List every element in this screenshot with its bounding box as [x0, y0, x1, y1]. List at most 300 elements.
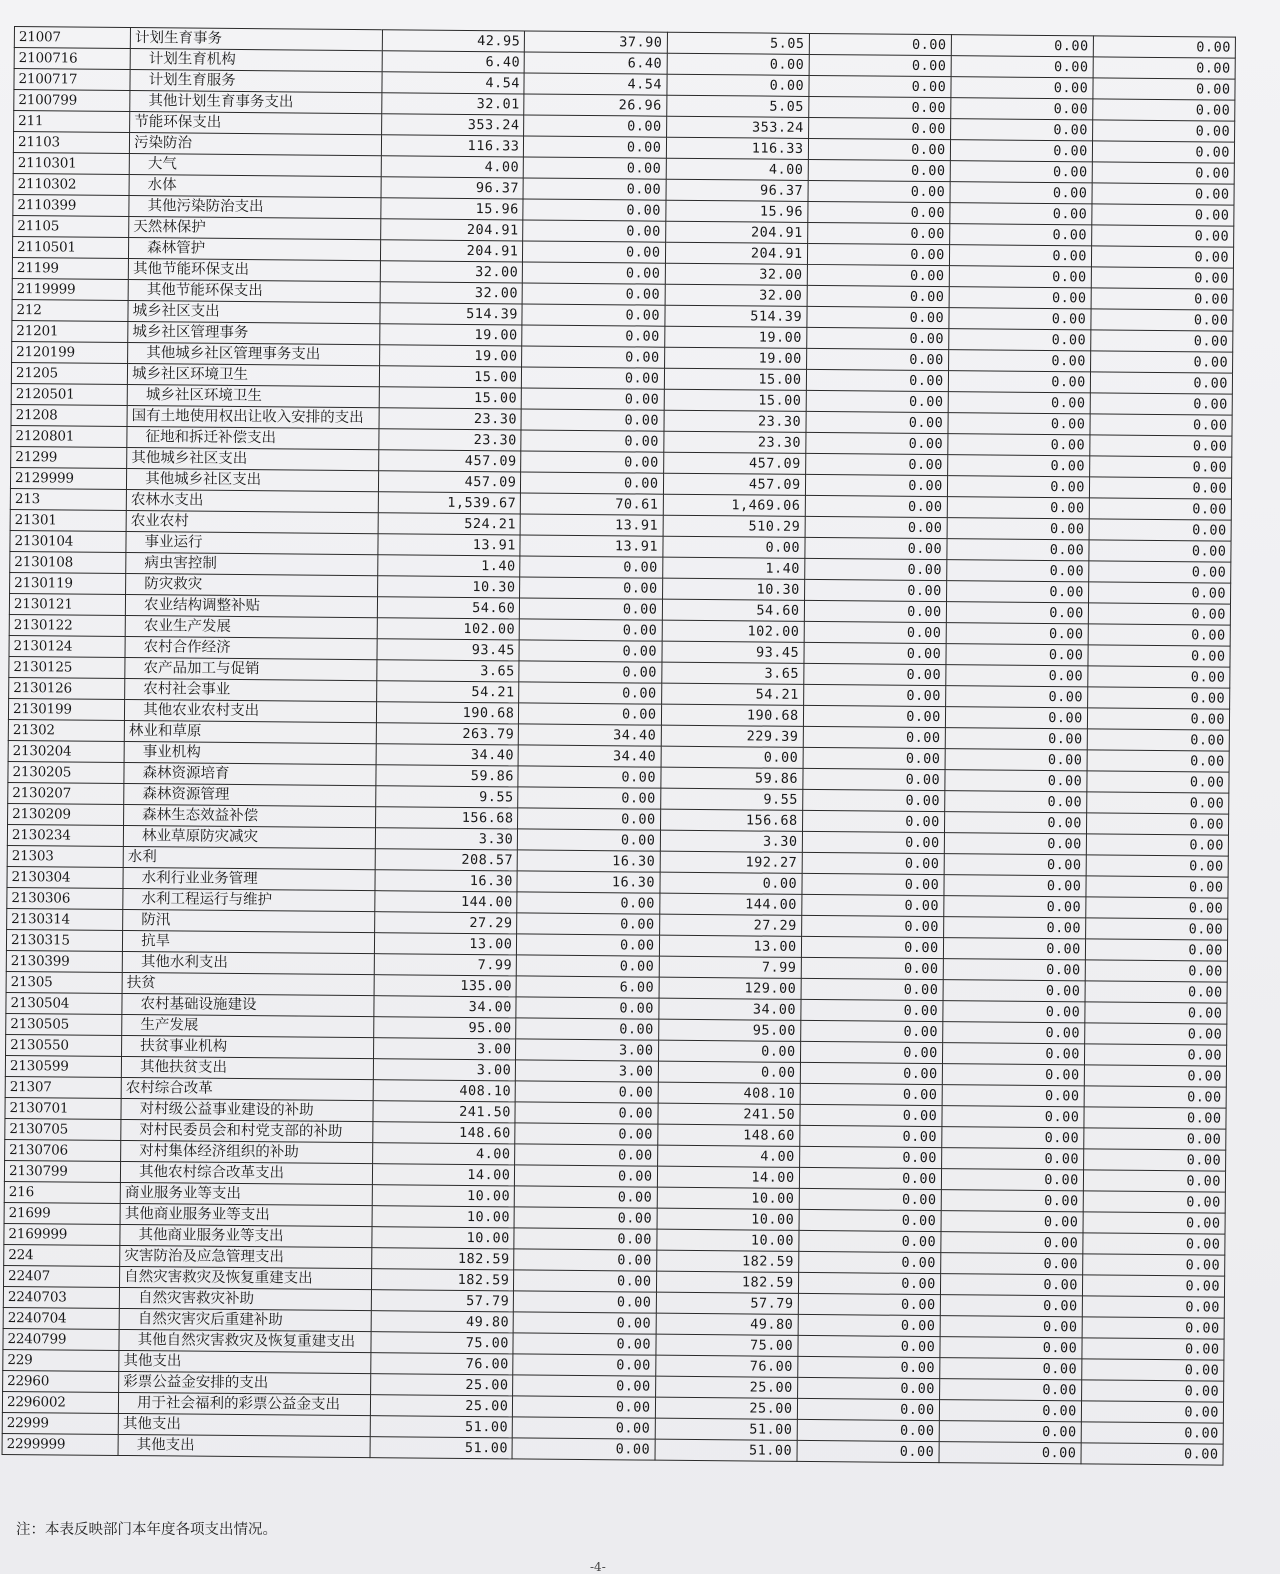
amount-cell: 19.00: [380, 345, 522, 367]
amount-cell: 0.00: [515, 1123, 657, 1145]
amount-cell: 1,469.06: [663, 494, 805, 516]
amount-cell: 0.00: [667, 53, 809, 75]
amount-cell: 0.00: [940, 1253, 1082, 1275]
amount-cell: 15.96: [665, 200, 807, 222]
amount-cell: 0.00: [806, 369, 948, 391]
amount-cell: 0.00: [941, 1211, 1083, 1233]
amount-cell: 0.00: [520, 556, 662, 578]
amount-cell: 0.00: [802, 768, 944, 790]
amount-cell: 4.00: [381, 156, 523, 178]
amount-cell: 0.00: [800, 1104, 942, 1126]
subject-code: 2130199: [8, 698, 124, 720]
amount-cell: 51.00: [655, 1439, 797, 1461]
amount-cell: 0.00: [519, 661, 661, 683]
subject-name: 其他节能环保支出: [128, 280, 380, 303]
amount-cell: 0.00: [948, 350, 1090, 372]
amount-cell: 0.00: [949, 308, 1091, 330]
subject-name: 其他污染防治支出: [129, 196, 381, 219]
subject-name: 其他城乡社区支出: [127, 448, 379, 471]
amount-cell: 0.00: [1093, 57, 1235, 79]
amount-cell: 408.10: [658, 1082, 800, 1104]
subject-name: 扶贫事业机构: [122, 1035, 374, 1058]
amount-cell: 23.30: [379, 408, 521, 430]
amount-cell: 0.00: [950, 98, 1092, 120]
subject-name: 城乡社区环境卫生: [127, 364, 379, 387]
subject-name: 城乡社区管理事务: [128, 322, 380, 345]
subject-code: 2240704: [3, 1307, 119, 1329]
amount-cell: 15.00: [664, 368, 806, 390]
subject-name: 农村合作经济: [125, 636, 377, 659]
amount-cell: 10.00: [372, 1206, 514, 1228]
subject-name: 用于社会福利的彩票公益金支出: [118, 1392, 370, 1415]
amount-cell: 32.00: [665, 263, 807, 285]
amount-cell: 0.00: [1090, 372, 1232, 394]
subject-name: 自然灾害灾后重建补助: [119, 1308, 371, 1331]
amount-cell: 0.00: [944, 812, 1086, 834]
subject-code: 21105: [13, 215, 129, 237]
amount-cell: 3.65: [661, 662, 803, 684]
subject-name: 农业结构调整补贴: [125, 594, 377, 617]
amount-cell: 0.00: [950, 140, 1092, 162]
subject-name: 森林生态效益补偿: [124, 804, 376, 827]
subject-code: 229: [3, 1349, 119, 1371]
amount-cell: 0.00: [948, 392, 1090, 414]
amount-cell: 0.00: [1088, 582, 1230, 604]
amount-cell: 0.00: [1082, 1338, 1224, 1360]
amount-cell: 241.50: [373, 1101, 515, 1123]
subject-code: 2296002: [2, 1391, 118, 1413]
amount-cell: 6.40: [525, 52, 667, 74]
amount-cell: 0.00: [804, 558, 946, 580]
amount-cell: 0.00: [519, 640, 661, 662]
amount-cell: 0.00: [1092, 162, 1234, 184]
amount-cell: 23.30: [379, 429, 521, 451]
amount-cell: 0.00: [948, 329, 1090, 351]
subject-name: 水利行业业务管理: [123, 867, 375, 890]
amount-cell: 0.00: [1085, 960, 1227, 982]
subject-code: 22960: [3, 1370, 119, 1392]
amount-cell: 0.00: [512, 1438, 654, 1460]
amount-cell: 0.00: [1084, 1065, 1226, 1087]
amount-cell: 0.00: [949, 266, 1091, 288]
subject-name: 灾害防治及应急管理支出: [120, 1245, 372, 1268]
amount-cell: 0.00: [1091, 330, 1233, 352]
subject-name: 其他城乡社区支出: [127, 469, 379, 492]
amount-cell: 182.59: [656, 1271, 798, 1293]
amount-cell: 0.00: [804, 600, 946, 622]
subject-name: 其他扶贫支出: [121, 1056, 373, 1079]
amount-cell: 148.60: [373, 1122, 515, 1144]
amount-cell: 95.00: [374, 1017, 516, 1039]
amount-cell: 0.00: [802, 852, 944, 874]
amount-cell: 204.91: [381, 240, 523, 262]
subject-code: 21699: [4, 1202, 120, 1224]
amount-cell: 0.00: [809, 54, 951, 76]
amount-cell: 148.60: [657, 1124, 799, 1146]
subject-code: 2130122: [9, 614, 125, 636]
amount-cell: 0.00: [943, 959, 1085, 981]
amount-cell: 0.00: [940, 1295, 1082, 1317]
amount-cell: 10.00: [372, 1227, 514, 1249]
amount-cell: 0.00: [1085, 939, 1227, 961]
amount-cell: 93.45: [661, 641, 803, 663]
amount-cell: 3.00: [374, 1059, 516, 1081]
amount-cell: 0.00: [521, 430, 663, 452]
amount-cell: 0.00: [1086, 876, 1228, 898]
amount-cell: 0.00: [1085, 981, 1227, 1003]
amount-cell: 0.00: [1087, 750, 1229, 772]
subject-code: 2130315: [6, 929, 122, 951]
amount-cell: 0.00: [798, 1272, 940, 1294]
subject-name: 其他农村综合改革支出: [121, 1161, 373, 1184]
amount-cell: 0.00: [1082, 1317, 1224, 1339]
amount-cell: 0.00: [1081, 1443, 1223, 1465]
amount-cell: 0.00: [799, 1167, 941, 1189]
amount-cell: 23.30: [664, 410, 806, 432]
amount-cell: 0.00: [523, 220, 665, 242]
amount-cell: 0.00: [947, 476, 1089, 498]
subject-name: 农林水支出: [126, 489, 378, 512]
amount-cell: 0.00: [941, 1190, 1083, 1212]
amount-cell: 0.00: [940, 1337, 1082, 1359]
amount-cell: 0.00: [946, 623, 1088, 645]
amount-cell: 0.00: [658, 1040, 800, 1062]
subject-name: 商业服务业等支出: [120, 1182, 372, 1205]
amount-cell: 32.00: [381, 261, 523, 283]
subject-code: 2110302: [13, 173, 129, 195]
amount-cell: 0.00: [521, 472, 663, 494]
amount-cell: 0.00: [941, 1169, 1083, 1191]
amount-cell: 0.00: [950, 161, 1092, 183]
amount-cell: 1.40: [378, 555, 520, 577]
amount-cell: 3.00: [516, 1039, 658, 1061]
subject-name: 农村综合改革: [121, 1077, 373, 1100]
subject-name: 事业运行: [126, 531, 378, 554]
amount-cell: 0.00: [801, 894, 943, 916]
subject-name: 其他节能环保支出: [128, 259, 380, 282]
amount-cell: 0.00: [1089, 498, 1231, 520]
subject-name: 计划生育事务: [130, 28, 382, 51]
subject-code: 2120501: [11, 383, 127, 405]
amount-cell: 0.00: [1084, 1128, 1226, 1150]
subject-name: 水利: [123, 846, 375, 869]
amount-cell: 0.00: [939, 1442, 1081, 1464]
amount-cell: 0.00: [1092, 141, 1234, 163]
amount-cell: 0.00: [946, 665, 1088, 687]
amount-cell: 0.00: [807, 243, 949, 265]
amount-cell: 0.00: [943, 980, 1085, 1002]
amount-cell: 0.00: [939, 1358, 1081, 1380]
amount-cell: 6.40: [382, 51, 524, 73]
subject-code: 2130399: [6, 950, 122, 972]
amount-cell: 0.00: [517, 892, 659, 914]
amount-cell: 135.00: [374, 975, 516, 997]
amount-cell: 0.00: [514, 1228, 656, 1250]
subject-name: 自然灾害救灾及恢复重建支出: [120, 1266, 372, 1289]
subject-code: 2100716: [14, 48, 130, 70]
amount-cell: 49.80: [371, 1311, 513, 1333]
amount-cell: 0.00: [658, 1061, 800, 1083]
amount-cell: 54.21: [661, 683, 803, 705]
amount-cell: 0.00: [950, 203, 1092, 225]
amount-cell: 0.00: [948, 434, 1090, 456]
amount-cell: 10.30: [662, 578, 804, 600]
amount-cell: 13.91: [520, 535, 662, 557]
amount-cell: 0.00: [800, 1083, 942, 1105]
amount-cell: 75.00: [655, 1334, 797, 1356]
subject-code: 211: [14, 111, 130, 133]
amount-cell: 0.00: [798, 1335, 940, 1357]
amount-cell: 16.30: [517, 871, 659, 893]
amount-cell: 0.00: [799, 1146, 941, 1168]
amount-cell: 0.00: [514, 1312, 656, 1334]
subject-name: 防灾救灾: [126, 573, 378, 596]
amount-cell: 510.29: [663, 515, 805, 537]
subject-code: 2130121: [9, 593, 125, 615]
amount-cell: 14.00: [373, 1164, 515, 1186]
amount-cell: 19.00: [664, 326, 806, 348]
amount-cell: 0.00: [949, 224, 1091, 246]
amount-cell: 457.09: [663, 473, 805, 495]
amount-cell: 0.00: [950, 182, 1092, 204]
amount-cell: 25.00: [371, 1374, 513, 1396]
amount-cell: 144.00: [659, 893, 801, 915]
amount-cell: 182.59: [372, 1248, 514, 1270]
table-footnote: 注：本表反映部门本年度各项支出情况。: [16, 1522, 277, 1538]
subject-code: 2110301: [13, 152, 129, 174]
subject-code: 2130205: [8, 761, 124, 783]
amount-cell: 263.79: [377, 723, 519, 745]
amount-cell: 0.00: [805, 495, 947, 517]
amount-cell: 0.00: [809, 33, 951, 55]
amount-cell: 0.00: [1093, 99, 1235, 121]
amount-cell: 0.00: [945, 770, 1087, 792]
amount-cell: 0.00: [513, 1417, 655, 1439]
amount-cell: 0.00: [807, 264, 949, 286]
amount-cell: 0.00: [805, 537, 947, 559]
amount-cell: 0.00: [1090, 435, 1232, 457]
amount-cell: 0.00: [1085, 918, 1227, 940]
amount-cell: 0.00: [1091, 288, 1233, 310]
amount-cell: 156.68: [660, 809, 802, 831]
amount-cell: 241.50: [657, 1103, 799, 1125]
amount-cell: 0.00: [808, 159, 950, 181]
amount-cell: 0.00: [513, 1354, 655, 1376]
amount-cell: 34.40: [518, 745, 660, 767]
amount-cell: 0.00: [797, 1377, 939, 1399]
subject-code: 2129999: [10, 467, 126, 489]
amount-cell: 0.00: [942, 1043, 1084, 1065]
amount-cell: 51.00: [371, 1416, 513, 1438]
subject-code: 2130234: [7, 824, 123, 846]
amount-cell: 0.00: [949, 287, 1091, 309]
amount-cell: 0.00: [803, 747, 945, 769]
amount-cell: 1.40: [662, 557, 804, 579]
subject-name: 抗旱: [123, 930, 375, 953]
subject-name: 对村民委员会和村党支部的补助: [121, 1119, 373, 1142]
amount-cell: 0.00: [1087, 792, 1229, 814]
subject-code: 2130599: [5, 1055, 121, 1077]
amount-cell: 0.00: [1090, 414, 1232, 436]
subject-name: 节能环保支出: [130, 112, 382, 135]
subject-code: 21303: [7, 845, 123, 867]
amount-cell: 0.00: [947, 455, 1089, 477]
subject-code: 21302: [8, 719, 124, 741]
amount-cell: 4.00: [666, 158, 808, 180]
subject-code: 2130125: [9, 656, 125, 678]
subject-code: 2130504: [6, 992, 122, 1014]
amount-cell: 10.30: [378, 576, 520, 598]
amount-cell: 3.65: [377, 660, 519, 682]
amount-cell: 32.00: [665, 284, 807, 306]
amount-cell: 0.00: [944, 854, 1086, 876]
amount-cell: 0.00: [945, 749, 1087, 771]
amount-cell: 34.40: [376, 744, 518, 766]
subject-name: 其他水利支出: [122, 951, 374, 974]
subject-name: 对村集体经济组织的补助: [121, 1140, 373, 1163]
amount-cell: 229.39: [661, 725, 803, 747]
amount-cell: 0.00: [1087, 771, 1229, 793]
amount-cell: 0.00: [659, 872, 801, 894]
amount-cell: 34.00: [658, 998, 800, 1020]
subject-name: 对村级公益事业建设的补助: [121, 1098, 373, 1121]
subject-code: 216: [4, 1181, 120, 1203]
subject-code: 2130799: [4, 1160, 120, 1182]
amount-cell: 0.00: [805, 474, 947, 496]
amount-cell: 0.00: [799, 1125, 941, 1147]
amount-cell: 0.00: [803, 663, 945, 685]
amount-cell: 0.00: [807, 285, 949, 307]
amount-cell: 0.00: [949, 245, 1091, 267]
amount-cell: 0.00: [1091, 246, 1233, 268]
subject-code: 2130119: [10, 572, 126, 594]
amount-cell: 0.00: [801, 957, 943, 979]
amount-cell: 457.09: [663, 452, 805, 474]
amount-cell: 457.09: [379, 471, 521, 493]
amount-cell: 0.00: [1083, 1191, 1225, 1213]
amount-cell: 0.00: [1089, 519, 1231, 541]
amount-cell: 0.00: [1086, 855, 1228, 877]
amount-cell: 0.00: [513, 1396, 655, 1418]
amount-cell: 0.00: [805, 453, 947, 475]
amount-cell: 54.60: [662, 599, 804, 621]
amount-cell: 0.00: [797, 1419, 939, 1441]
amount-cell: 25.00: [655, 1397, 797, 1419]
amount-cell: 0.00: [522, 325, 664, 347]
amount-cell: 0.00: [798, 1251, 940, 1273]
amount-cell: 0.00: [1081, 1401, 1223, 1423]
amount-cell: 192.27: [660, 851, 802, 873]
amount-cell: 0.00: [1092, 120, 1234, 142]
amount-cell: 0.00: [1083, 1233, 1225, 1255]
amount-cell: 70.61: [521, 493, 663, 515]
amount-cell: 0.00: [798, 1230, 940, 1252]
subject-name: 森林资源管理: [124, 783, 376, 806]
amount-cell: 0.00: [1093, 36, 1235, 58]
subject-name: 其他支出: [119, 1350, 371, 1373]
amount-cell: 32.00: [380, 282, 522, 304]
subject-name: 生产发展: [122, 1014, 374, 1037]
subject-code: 2130207: [8, 782, 124, 804]
amount-cell: 0.00: [1086, 813, 1228, 835]
amount-cell: 0.00: [516, 1018, 658, 1040]
amount-cell: 25.00: [655, 1376, 797, 1398]
amount-cell: 32.01: [382, 93, 524, 115]
expenditure-table: [2, 26, 1236, 1466]
amount-cell: 0.00: [945, 686, 1087, 708]
subject-name: 水利工程运行与维护: [123, 888, 375, 911]
subject-code: 2130126: [9, 677, 125, 699]
amount-cell: 0.00: [801, 936, 943, 958]
amount-cell: 0.00: [808, 180, 950, 202]
amount-cell: 54.21: [377, 681, 519, 703]
amount-cell: 0.00: [941, 1232, 1083, 1254]
amount-cell: 51.00: [655, 1418, 797, 1440]
amount-cell: 457.09: [379, 450, 521, 472]
subject-code: 2130550: [6, 1034, 122, 1056]
subject-code: 212: [12, 299, 128, 321]
amount-cell: 0.00: [804, 642, 946, 664]
amount-cell: 42.95: [383, 30, 525, 52]
subject-code: 224: [4, 1244, 120, 1266]
amount-cell: 49.80: [656, 1313, 798, 1335]
subject-code: 2130705: [5, 1118, 121, 1140]
amount-cell: 0.00: [804, 579, 946, 601]
amount-cell: 0.00: [943, 1001, 1085, 1023]
amount-cell: 0.00: [941, 1148, 1083, 1170]
amount-cell: 156.68: [376, 807, 518, 829]
amount-cell: 0.00: [1087, 687, 1229, 709]
subject-name: 事业机构: [124, 741, 376, 764]
subject-name: 林业草原防灾减灾: [123, 825, 375, 848]
subject-code: 2240799: [3, 1328, 119, 1350]
amount-cell: 0.00: [805, 516, 947, 538]
amount-cell: 76.00: [655, 1355, 797, 1377]
amount-cell: 0.00: [939, 1379, 1081, 1401]
amount-cell: 0.00: [523, 178, 665, 200]
subject-name: 计划生育服务: [130, 70, 382, 93]
amount-cell: 0.00: [514, 1291, 656, 1313]
subject-name: 农业生产发展: [125, 615, 377, 638]
amount-cell: 0.00: [951, 56, 1093, 78]
amount-cell: 0.00: [803, 705, 945, 727]
amount-cell: 0.00: [522, 346, 664, 368]
amount-cell: 0.00: [522, 388, 664, 410]
amount-cell: 0.00: [799, 1188, 941, 1210]
amount-cell: 0.00: [1092, 183, 1234, 205]
amount-cell: 0.00: [1089, 477, 1231, 499]
subject-code: 21205: [11, 362, 127, 384]
amount-cell: 0.00: [943, 917, 1085, 939]
subject-name: 其他计划生育事务支出: [130, 91, 382, 114]
amount-cell: 0.00: [944, 791, 1086, 813]
subject-name: 农产品加工与促销: [125, 657, 377, 680]
amount-cell: 144.00: [375, 891, 517, 913]
amount-cell: 0.00: [516, 1081, 658, 1103]
amount-cell: 0.00: [518, 829, 660, 851]
amount-cell: 10.00: [657, 1208, 799, 1230]
amount-cell: 0.00: [802, 873, 944, 895]
subject-code: 2100717: [14, 69, 130, 91]
amount-cell: 0.00: [1083, 1149, 1225, 1171]
amount-cell: 0.00: [1083, 1170, 1225, 1192]
amount-cell: 0.00: [517, 913, 659, 935]
amount-cell: 15.96: [381, 198, 523, 220]
amount-cell: 27.29: [375, 912, 517, 934]
amount-cell: 26.96: [524, 94, 666, 116]
amount-cell: 102.00: [662, 620, 804, 642]
amount-cell: 0.00: [946, 644, 1088, 666]
